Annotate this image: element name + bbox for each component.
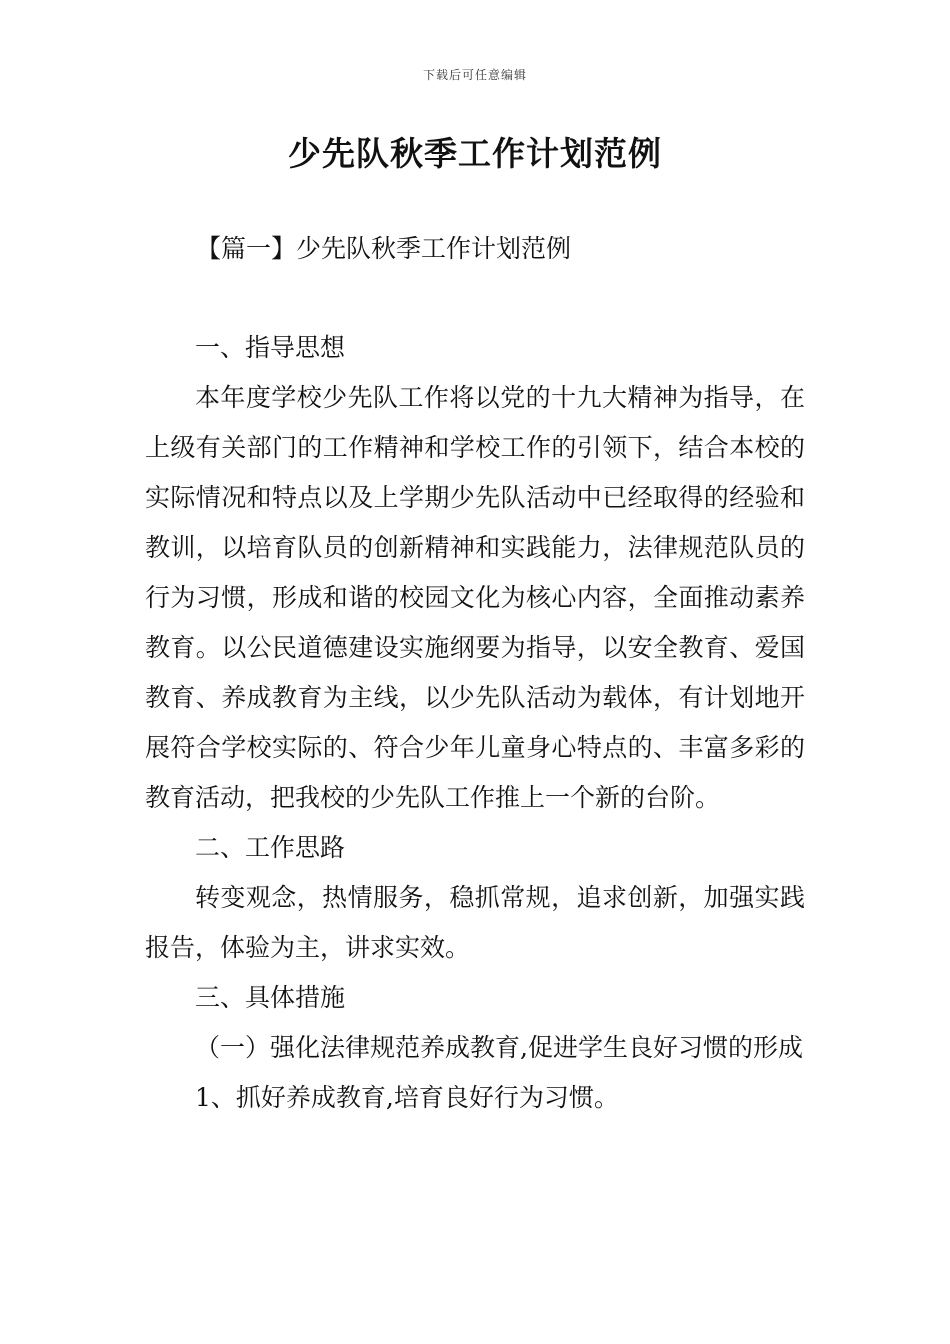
header-note: 下载后可任意编辑 xyxy=(422,68,527,82)
subheading-measure-one: （一）强化法律规范养成教育,促进学生良好习惯的形成 xyxy=(195,1033,803,1062)
heading-work-approach: 二、工作思路 xyxy=(195,833,346,862)
document-title: 少先队秋季工作计划范例 xyxy=(288,134,662,173)
section-title: 【篇一】少先队秋季工作计划范例 xyxy=(196,234,572,263)
document-body xyxy=(145,323,805,1123)
list-item-measure-1: 1、抓好养成教育,培育良好行为习惯。 xyxy=(195,1083,619,1112)
paragraph-guiding-ideology: 本年度学校少先队工作将以党的十九大精神为指导，在上级有关部门的工作精神和学校工作的引领下，结合本校的实际情况和特点以及上学期少先队活动中已经取得的经验和教训，以培育队员的创新精神和实践能力，法律规范队员的行为习惯，形成和谐的校园文化为核心内容，全面推动素养教育。以公民道德建设实施纲要为指导，以安全教育、爱国教育、养成教育为主线，以少先队活动为载体，有计划地开展符合学校实际的、符合少年儿童身心特点的、丰富多彩的教育活动，把我校的少先队工作推上一个新的台阶。 xyxy=(145,383,805,812)
heading-guiding-ideology: 一、指导思想 xyxy=(195,333,346,362)
heading-specific-measures: 三、具体措施 xyxy=(195,983,346,1012)
paragraph-work-approach: 转变观念，热情服务，稳抓常规，追求创新，加强实践报告，体验为主，讲求实效。 xyxy=(145,883,805,962)
